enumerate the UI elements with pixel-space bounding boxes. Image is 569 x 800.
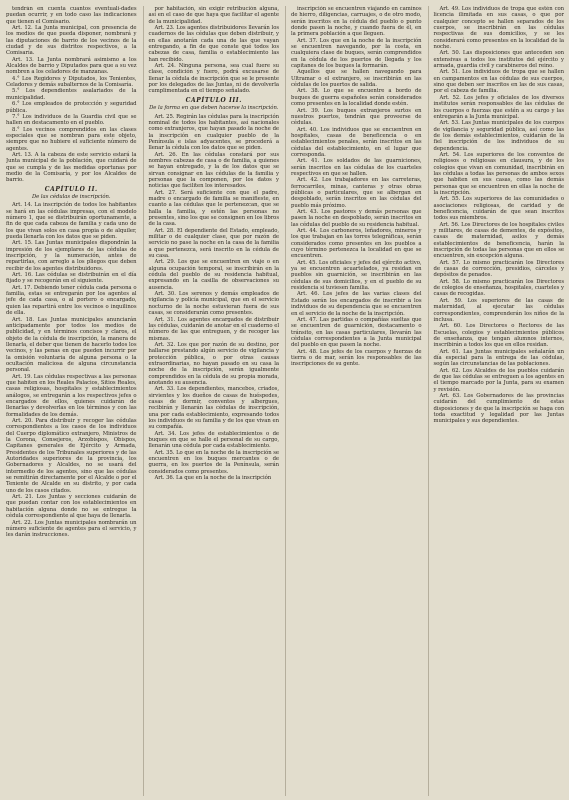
article-paragraph: Art. 19. Las cédulas respectivas a las personas que habiten en los Reales Palacios, Sitios Reales, casas religiosas, hospitales y establecimientos análogos, se entregarán a los respectivos jefes o encargados de ellos, quienes cuidarán de llenarlas y devolverlas en los términos y con las formalidades de los demás. [6,373,137,418]
text-column-2 [143,6,280,796]
article-paragraph: Art. 44. Los carboneros, leñadores, mineros y los que trabajan en las torres telegráficas, serán considerados como presentes en los pueblos a cuyo término pertenezca la localidad en que se encuentren. [291,228,422,260]
article-paragraph: Art. 63. Los Gobernadores de las provincias cuidarán del cumplimiento de estas disposiciones y de que la inscripción se haga con toda exactitud y legalidad por las Juntas municipales y sus dependientes. [433,392,564,425]
article-paragraph: 8.° Los vecinos comprendidos en las clases especiales que se nombran para este objeto, siempre que no hubiere el suficiente número de agentes. [6,126,137,152]
article-paragraph: Art. 38. Lo que se encuentre a bordo de buques de guerra españoles serán considerados como presentes en la localidad donde estén. [291,88,422,108]
article-paragraph: Art. 51. Los individuos de tropa que se hallen en campamentos en las cédulas de sus cuerpos, sino que deben ser inscritos en las de sus casas, por el cabeza de familia. [433,69,564,95]
article-paragraph: Art. 62. Los Alcaldes de los pueblos cuidarán de que las cédulas se entreguen a los agentes en el tiempo marcado por la Junta, para su examen y revisión. [433,367,564,393]
article-paragraph: Art. 58. Lo mismo practicarán los Directores de colegios de enseñanza, hospitales, cuarteles y casas de recogidas. [433,278,564,298]
chapter-subtitle: De las cédulas de inscripción. [31,193,111,200]
article-paragraph: Art. 15. Las Juntas municipales dispondrán la impresión de los ejemplares de las cédulas de inscripción, y la numeración, antes de repartirlas, con arreglo a los pliegos que deben recibir de los agentes distribuidores. [6,240,137,272]
article-paragraph: Art. 29. Los que se encuentren en viaje o en alguna ocupación temporal, se inscribirán en la cédula del pueblo de su residencia habitual, expresando en la casilla de observaciones su ausencia. [148,259,279,291]
article-paragraph: Art. 53. Las Juntas municipales de los cuerpos de vigilancia y seguridad pública, así como las de los demás establecimientos, cuidarán de la fiel inscripción de los individuos de su dependencia. [433,120,564,152]
chapter-subtitle: De la forma en que deben hacerse la inscripción. [149,105,279,112]
article-paragraph: Art. 48. Los jefes de los cuerpos y fuerzas de tierra o de mar, serán los responsables de las inscripciones de su gente. [291,348,422,368]
article-paragraph: Art. 56. Los Directores de los hospitales civiles y militares, de casas de dementes, de expósitos, casas de maternidad, asilos y demás establecimientos de beneficencia, harán la inscripción de todas las personas que en ellos se encuentren, sin excepción alguna. [433,221,564,260]
article-paragraph: Art. 45. Los oficiales y jefes del ejército activo, ya se encuentren acuartelados, ya residan en pueblos sin guarnición, se inscribirán en las cédulas de sus domicilios, y en el pueblo de su residencia si tuviesen familia. [291,259,422,292]
article-paragraph: Art. 46. Los jefes de las varias clases del Estado serán los encargados de inscribir a los individuos de su dependencia que se encuentren en el servicio de la noche de la inscripción. [291,291,422,317]
article-paragraph: Art. 26. En las cédulas constará por sus nombres cabezas de casa o de familia, a quienes se hayan entregado, y la de los datos que se sirvan consignar en las cédulas de la familia y personas que la componen, por los datos y noticias que faciliten los interesados. [148,151,279,190]
article-paragraph: 4.° Los Regidores y Diputados, los Tenientes, Celadores y demás subalternos de la Comisaría. [6,75,137,89]
article-paragraph: Art. 49. Los individuos de tropa que estén con licencia ilimitada en sus casas, o que por cualquier concepto se hallen separados de los cuerpos, se inscribirán en las cédulas respectivas de sus domicilios, y se les considerará como presentes en la localidad de la noche. [433,6,564,51]
article-paragraph: Art. 40. Los individuos que se encuentren en hospitales, casas de beneficencia o en establecimientos penales, serán inscritos en las cédulas del establecimiento, en el lugar que corresponda. [291,126,422,158]
article-paragraph: Art. 27. Será suficiente con que el padre, madre o encargado de familia se manifieste, en cuanto a las cédulas que le pertenezcan, que se halla la familia, y estén las personas no presentes, sino los que se consignen en los libros de la casa. [148,189,279,228]
article-paragraph: Art. 60. Los Directores o Rectores de las Escuelas, colegios y establecimientos públicos de enseñanza, que tengan alumnos internos, inscribirán a todos los que en ellos residan. [433,323,564,349]
article-paragraph: Art. 17. Debiendo tener cédula cada persona o familia, estas se entregarán por los agentes al jefe de cada casa, o al portero o encargado, quien las repartirá entre los vecinos o inquilinos de ella. [6,284,137,317]
chapter-heading: CAPÍTULO III. [185,96,242,104]
article-paragraph: Art. 37. Los que en la noche de la inscripción se encuentren navegando, por la costa, en cualquiera clase de buques, serán comprendidos en la cédula de los puertos de llegada y los capitanes de los buques la formarán. [291,37,422,70]
text-column-1 [6,6,137,796]
article-paragraph: Art. 61. Las Juntas municipales señalarán un día especial para la entrega de las cédulas, según las circunstancias de las poblaciones. [433,348,564,368]
article-paragraph: 7.° Los individuos de la Guardia civil que se hallen en destacamento en el pueblo. [6,113,137,127]
article-paragraph: Art. 57. Lo mismo practicarán los Directores de casas de corrección, presidios, cárceles y depósitos de penados. [433,259,564,279]
article-paragraph: Art. 21. Los Juntas y secciones cuidarán de que puedan contar con los establecimientos en habitación alguna donde no se entregue la cédula correspondiente al que haya de llenarla. [6,494,137,520]
article-paragraph: Art. 28. El dependiente del Estado, empleado, militar o de cualquier clase, que por razón de servicio no pase la noche en la casa de la familia a que pertenezca, será inscrito en la cédula de su casa. [148,227,279,260]
article-paragraph: Art. 13. La Junta nombrará asimismo a los Alcaldes de barrio y Diputados para que a su vez nombren a los celadores de manzanas. [6,56,137,76]
article-paragraph: Art. 43. Los pastores y demás personas que pasen la noche en despoblado, serán inscritos en las cédulas del pueblo de su residencia habitual. [291,209,422,228]
article-paragraph: Art. 13. A la cabeza de este servicio estará la Junta municipal de la población, que cuidará de que se cumpla y de las medidas oportunas por medio de la Comisaría, y por los Alcaldes de barrio. [6,151,137,184]
article-paragraph: Art. 12. La Junta municipal, con presencia de los medios de que pueda disponer, nombrará y las diputaciones de barrio de los vecinos de la ciudad y de sus distritos respectivos, a la Comisaría. [6,25,137,57]
article-paragraph: Art. 34. Los jefes de establecimientos o de buques en que se halle el personal de su cargo, llenarán una cédula por cada establecimiento. [148,430,279,450]
article-paragraph: Art. 20. Para distribuir y recoger las cédulas correspondientes a los casos de los individuos del Cuerpo diplomático extranjero, Ministros de la Corona, Consejeros, Arzobispos, Obispos, Capitanes generales de Ejército y Armada, Presidentes de los Tribunales superiores y de las Autoridades superiores de la provincia, los Gobernadores y Alcaldes, no se usará del intermedio de los agentes, sino que las cédulas se remitirán directamente por el Alcalde o por el Teniente de Alcalde en su distrito, y por cada uno de los casos citados. [6,418,137,494]
article-paragraph: Art. 42. Los trabajadores en las carreteras, ferrocarriles, minas, canteras y otras obras públicas o particulares, que se albergan en despoblado, serán inscritos en las cédulas del pueblo más próximo. [291,177,422,209]
article-paragraph: Art. 47. Las partidas o compañías sueltas que se encuentren de guarnición, destacamento o tránsito, en las casas particulares, llevarán las cédulas correspondientes a la Junta municipal del pueblo en que pasen la noche. [291,316,422,349]
article-paragraph: Art. 59. Los superiores de las casas de maternidad, al ejecutar las cédulas correspondientes, comprenderán los niños de la inclusa. [433,297,564,323]
article-paragraph: Art. 25. Regirán las cédulas para la inscripción nominal de todos los habitantes, así nacionales como extranjeros, que hayan pasado la noche de la inscripción en cualquier pueblo de la Península e islas adyacentes, se procederá a llenar la cédula con los datos que se piden. [148,113,279,152]
chapter-heading: CAPÍTULO II. [44,185,98,193]
article-paragraph: Art. 41. Los soldados de las guarniciones, serán inscritos en las cédulas de los cuarteles respectivos en que se hallen. [291,158,422,177]
article-paragraph: inscripción se encuentren viajando en caminos de hierro, diligencias, carruajes, o de otro modo, serán inscritos en la cédula del pueblo o punto donde pasen la noche, y cuando fuera de él, en la primera población a que lleguen. [291,6,422,38]
article-paragraph: Art. 32. Los que por razón de su destino, por hallarse prestando algún servicio de vigilancia y protección pública, o por otras causas extraordinarias, no hayan pasado en su casa la noche de la inscripción, serán igualmente comprendidos en la cédula de su propia morada, anotando su ausencia. [148,341,279,386]
article-paragraph: 6.° Los empleados de protección y seguridad pública. [6,101,137,114]
article-paragraph: Art. 50. Las disposiciones que anteceden son extensivas a todos los institutos del ejército y armada, guardia civil y carabineros del reino. [433,50,564,70]
article-paragraph: Art. 31. Los agentes encargados de distribuir las cédulas, cuidarán de anotar en el cuaderno el número de las que entreguen, y de recoger las mismas. [148,316,279,342]
article-paragraph: Art. 24. Ninguna persona, sea cual fuere su clase, condición y fuero, podrá excusarse de llenar la cédula de inscripción que se le presente por los delegados de las Juntas, ni de devolverla cumplimentada en el tiempo señalado. [148,63,279,95]
article-paragraph: Art. 52. Los jefes y oficiales de los diversos institutos serán responsables de las cédulas de los cuerpos o fuerzas que estén a su cargo y las entregarán a la Junta municipal. [433,94,564,120]
text-column-3 [285,6,422,796]
text-column-4 [428,6,565,796]
article-paragraph: Art. 36. La que en la noche de la inscripción [154,475,272,482]
article-paragraph: Art. 18. Las Juntas municipales anunciarán anticipadamente por todos los medios de publicidad, y en términos concisos y claros, el objeto de la cédula de inscripción, la manera de llenarla, el deber que tienen de hacerlo todos los vecinos, y las penas en que pueden incurrir por la omisión voluntaria de alguna persona o la ocultación maliciosa de alguna circunstancia personal. [6,316,137,374]
article-paragraph: Art. 22. Los Juntas municipales nombrarán un número suficiente de agentes para el servicio, y les darán instrucciones. [6,519,137,539]
article-paragraph: Art. 54. Los superiores de los conventos de religiosos o religiosas en clausura, y de los colegios que vivan en comunidad, inscribirán en las cédulas a todas las personas de ambos sexos que habiten en sus casas, como las demás personas que se encuentren en ellas la noche de la inscripción. [433,151,564,196]
article-paragraph: Art. 35. Lo que en la noche de la inscripción se encuentren en los buques mercantes o de guerra, en los puertos de la Península, serán considerados como presentes. [148,449,279,475]
article-paragraph: Art. 30. Los serenos y demás empleados de vigilancia y policía municipal, que en el servicio nocturno de la noche estuvieran fuera de sus casas, se considerarán como presentes. [148,291,279,317]
article-paragraph: Art. 55. Los superiores de las comunidades o asociaciones religiosas, de caridad y de beneficencia, cuidarán de que sean inscritos todos sus miembros. [433,196,564,222]
article-paragraph: Art. 33. Los dependientes, mancebos, criados, sirvientes y los dueños de casas de huéspedes, casas de dormir, conventos y albergues, recibirán y llenarán las cédulas de inscripción, una por cada establecimiento, expresando todos los individuos de su familia y de los que vivan en su compañía. [148,386,279,431]
article-paragraph: Art. 16. Las cédulas se distribuirán en el día fijado y se recogerán en el siguiente. [6,272,137,285]
article-paragraph: Art. 23. Los agentes distribuidores llevarán los cuadernos de las cédulas que deben distribuir, y en ellas anotarán cada una de las que vayan entregando, a fin de que conste qué todos los cabezas de casa, familia o establecimiento las han recibido. [148,25,279,63]
article-paragraph: Art. 39. Los buques extranjeros surtos en nuestros puertos, tendrán que proveerse de cédulas. [291,107,422,127]
article-paragraph: por habitación, sin exigir retribución alguna, así en el caso de que haya que facilitar el agente de la municipalidad. [148,6,279,25]
article-paragraph: 5.° Los dependientes asalariados de la municipalidad. [6,88,137,101]
article-paragraph: tendrán en cuenta cuantos eventuali-dades puedan ocurrir, y en todo caso las indicaciones que tienen el Comisario. [6,6,137,25]
article-paragraph: Aquellos que se hallen navegando para Ultramar o el extranjero, se inscribirán en las cédulas de los puertos de salida. [291,69,422,89]
article-paragraph: Art. 14. La inscripción de todos los habitantes se hará en las cédulas impresas, con el modelo número 1, que se distribuirán oportunamente, a fin de que cada cabeza de familia y cada uno de los que vivan solos en casa propia o de alquiler, pueda llenarla con los datos que se piden. [6,202,137,241]
